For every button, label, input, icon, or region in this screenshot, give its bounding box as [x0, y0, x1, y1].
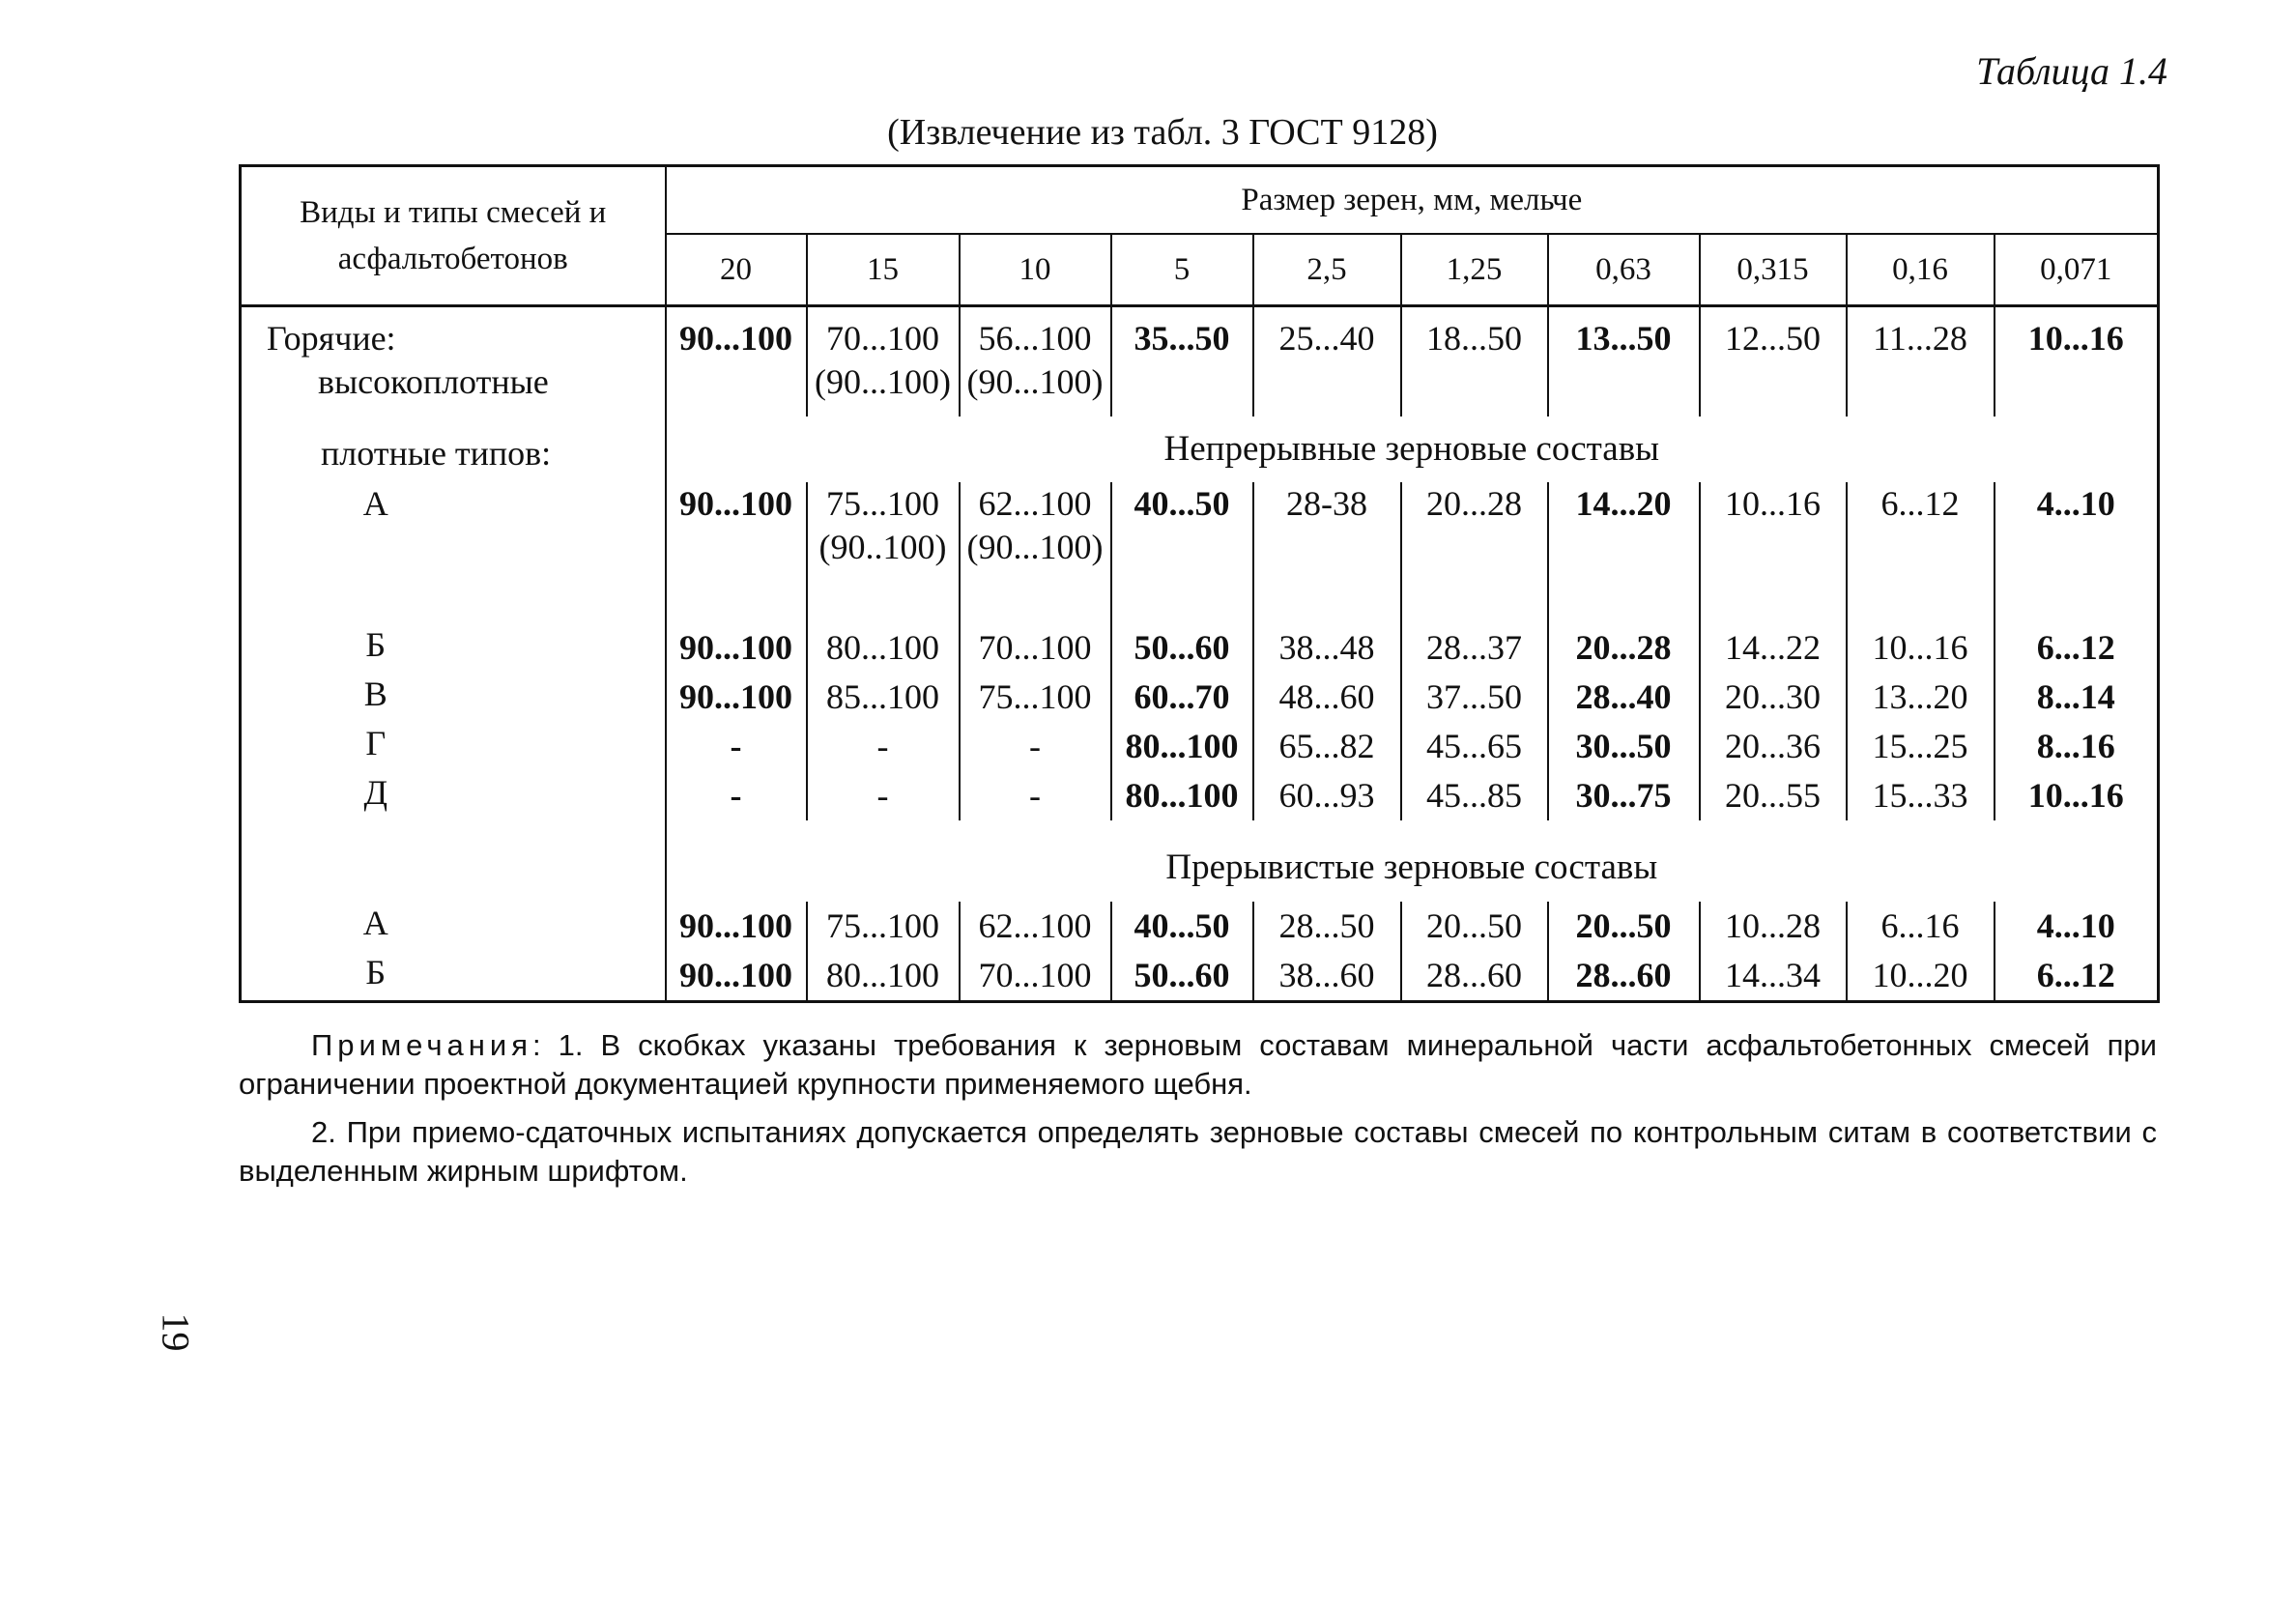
- value-cell: 38...60: [1253, 951, 1401, 1002]
- size-header: 20: [666, 234, 807, 306]
- value-cell: 70...100 (90...100): [807, 306, 960, 417]
- size-header: 15: [807, 234, 960, 306]
- value-cell: 50...60: [1111, 951, 1253, 1002]
- type-cell: А: [241, 902, 666, 951]
- section-row: [241, 417, 2159, 482]
- value-cell: 8...16: [1995, 722, 2159, 771]
- size-header: 2,5: [1253, 234, 1401, 306]
- alt-value: (90...100): [966, 528, 1104, 567]
- extract-title: (Извлечение из табл. 3 ГОСТ 9128): [887, 112, 1438, 153]
- value-cell: 75...100: [960, 673, 1111, 722]
- value-cell: 48...60: [1253, 673, 1401, 722]
- table-row: [241, 951, 2159, 1002]
- alt-value: (90...100): [966, 362, 1104, 401]
- value-cell: 60...93: [1253, 771, 1401, 820]
- value-cell: 30...50: [1548, 722, 1700, 771]
- note-2: 2. При приемо-сдаточных испытаниях допускается определять зерновые составы смесей по контрольным ситам в соответствии с выделенным жирным шрифтом.: [239, 1115, 2157, 1188]
- type-cell: В: [241, 673, 666, 722]
- discontinuous-section-title: Прерывистые зерновые составы: [1165, 847, 1658, 887]
- note-1-text: : 1. В скобках указаны требования к зерновым составам минеральной части асфальтобетонных смесей при ограничении проектной документацией крупности применяемого щебня.: [239, 1028, 2157, 1101]
- value-cell: 6...12: [1847, 482, 1995, 581]
- value-cell: 18...50: [1401, 306, 1548, 417]
- spacer-row: [241, 581, 2159, 623]
- value-cell: 20...50: [1548, 902, 1700, 951]
- notes: [239, 1026, 2157, 1200]
- value-cell: 60...70: [1111, 673, 1253, 722]
- size-header: 10: [960, 234, 1111, 306]
- value-cell: 12...50: [1700, 306, 1847, 417]
- value-cell: 90...100: [679, 484, 792, 524]
- size-header: 5: [1111, 234, 1253, 306]
- value-cell: 13...50: [1548, 306, 1700, 417]
- value-cell: 20...28: [1401, 482, 1548, 581]
- type-cell: Д: [241, 771, 666, 820]
- value-cell: 62...100: [960, 902, 1111, 951]
- value-cell: 85...100: [807, 673, 960, 722]
- value-cell: 28...60: [1548, 951, 1700, 1002]
- table-row: [241, 482, 2159, 581]
- value-cell: 28...40: [1548, 673, 1700, 722]
- value-cell: 90...100: [679, 319, 792, 358]
- hot-label: Горячие:: [267, 319, 396, 358]
- value-cell: 20...50: [1401, 902, 1548, 951]
- value-cell: 45...85: [1401, 771, 1548, 820]
- alt-value: (90..100): [818, 528, 947, 567]
- size-column-header: Размер зерен, мм, мельче: [666, 166, 2159, 235]
- value-cell: 20...28: [1548, 623, 1700, 673]
- value-cell: 80...100: [1111, 771, 1253, 820]
- value-cell: 30...75: [1548, 771, 1700, 820]
- value-cell: 4...10: [1995, 902, 2159, 951]
- size-header: 0,315: [1700, 234, 1847, 306]
- value-cell: 14...34: [1700, 951, 1847, 1002]
- value-cell: 35...50: [1111, 306, 1253, 417]
- table-row: [241, 623, 2159, 673]
- value-cell: 13...20: [1847, 673, 1995, 722]
- value-cell: 20...55: [1700, 771, 1847, 820]
- value-cell: 65...82: [1253, 722, 1401, 771]
- value-cell: 14...22: [1700, 623, 1847, 673]
- value-cell: 28...50: [1253, 902, 1401, 951]
- value-cell: -: [730, 776, 742, 816]
- type-column-header: Виды и типы смесей и асфальтобетонов: [241, 166, 666, 306]
- continuous-section-title: Непрерывные зерновые составы: [1163, 429, 1660, 470]
- value-cell: 75...100: [807, 902, 960, 951]
- value-cell: 75...100 (90..100): [807, 482, 960, 581]
- value-cell: 10...28: [1700, 902, 1847, 951]
- value-cell: -: [807, 722, 960, 771]
- value-cell: 70...100: [960, 623, 1111, 673]
- value-cell: 11...28: [1847, 306, 1995, 417]
- value-cell: 28...60: [1401, 951, 1548, 1002]
- type-cell: Г: [241, 722, 666, 771]
- notes-heading: Примечания: [311, 1028, 532, 1062]
- table-row: [241, 722, 2159, 771]
- type-cell: Б: [241, 623, 666, 673]
- value-cell: -: [960, 771, 1111, 820]
- value-cell: 56...100 (90...100): [960, 306, 1111, 417]
- value-cell: 10...20: [1847, 951, 1995, 1002]
- value-cell: 15...33: [1847, 771, 1995, 820]
- value-cell: 14...20: [1548, 482, 1700, 581]
- value-cell: 45...65: [1401, 722, 1548, 771]
- note-1: [239, 1026, 2157, 1104]
- value-cell: 50...60: [1111, 623, 1253, 673]
- value-cell: 80...100: [807, 951, 960, 1002]
- value-cell: 25...40: [1253, 306, 1401, 417]
- value-cell: 90...100: [679, 677, 792, 717]
- value-cell: 10...16: [1700, 482, 1847, 581]
- page-number: 19: [154, 1312, 198, 1352]
- value-cell: 28-38: [1253, 482, 1401, 581]
- value-cell: -: [960, 722, 1111, 771]
- alt-value: (90...100): [815, 362, 951, 401]
- value-cell: 6...12: [1995, 951, 2159, 1002]
- size-header: 0,63: [1548, 234, 1700, 306]
- table-label: Таблица 1.4: [1976, 49, 2167, 93]
- dense-label: плотные типов:: [241, 417, 666, 482]
- type-cell: [241, 306, 666, 417]
- value-cell: 70...100: [960, 951, 1111, 1002]
- value-cell: 28...37: [1401, 623, 1548, 673]
- section-row: [241, 820, 2159, 902]
- value-cell: 38...48: [1253, 623, 1401, 673]
- value-cell: 80...100: [1111, 722, 1253, 771]
- value-cell: 10...16: [1995, 771, 2159, 820]
- value-cell: 8...14: [1995, 673, 2159, 722]
- value-cell: -: [807, 771, 960, 820]
- value-cell: 90...100: [679, 628, 792, 668]
- value-cell: 62...100 (90...100): [960, 482, 1111, 581]
- value-cell: 15...25: [1847, 722, 1995, 771]
- high-density-label: высокоплотные: [318, 362, 549, 401]
- size-header: 1,25: [1401, 234, 1548, 306]
- value-cell: 20...30: [1700, 673, 1847, 722]
- table-row: [241, 673, 2159, 722]
- size-header: 0,16: [1847, 234, 1995, 306]
- value-cell: 40...50: [1111, 482, 1253, 581]
- value-cell: 4...10: [1995, 482, 2159, 581]
- table-row: [241, 902, 2159, 951]
- value-cell: 6...16: [1847, 902, 1995, 951]
- value-cell: -: [730, 727, 742, 766]
- value-cell: 90...100: [679, 905, 792, 945]
- table-row: [241, 306, 2159, 417]
- type-cell: А: [241, 482, 666, 581]
- value-cell: 6...12: [1995, 623, 2159, 673]
- value-cell: 90...100: [679, 955, 792, 994]
- value-cell: 10...16: [1847, 623, 1995, 673]
- type-cell: Б: [241, 951, 666, 1002]
- value-cell: 10...16: [1995, 306, 2159, 417]
- table-row: [241, 771, 2159, 820]
- value-cell: 80...100: [807, 623, 960, 673]
- value-cell: 37...50: [1401, 673, 1548, 722]
- grain-composition-table: [239, 164, 2160, 1003]
- value-cell: 40...50: [1111, 902, 1253, 951]
- size-header: 0,071: [1995, 234, 2159, 306]
- value-cell: 20...36: [1700, 722, 1847, 771]
